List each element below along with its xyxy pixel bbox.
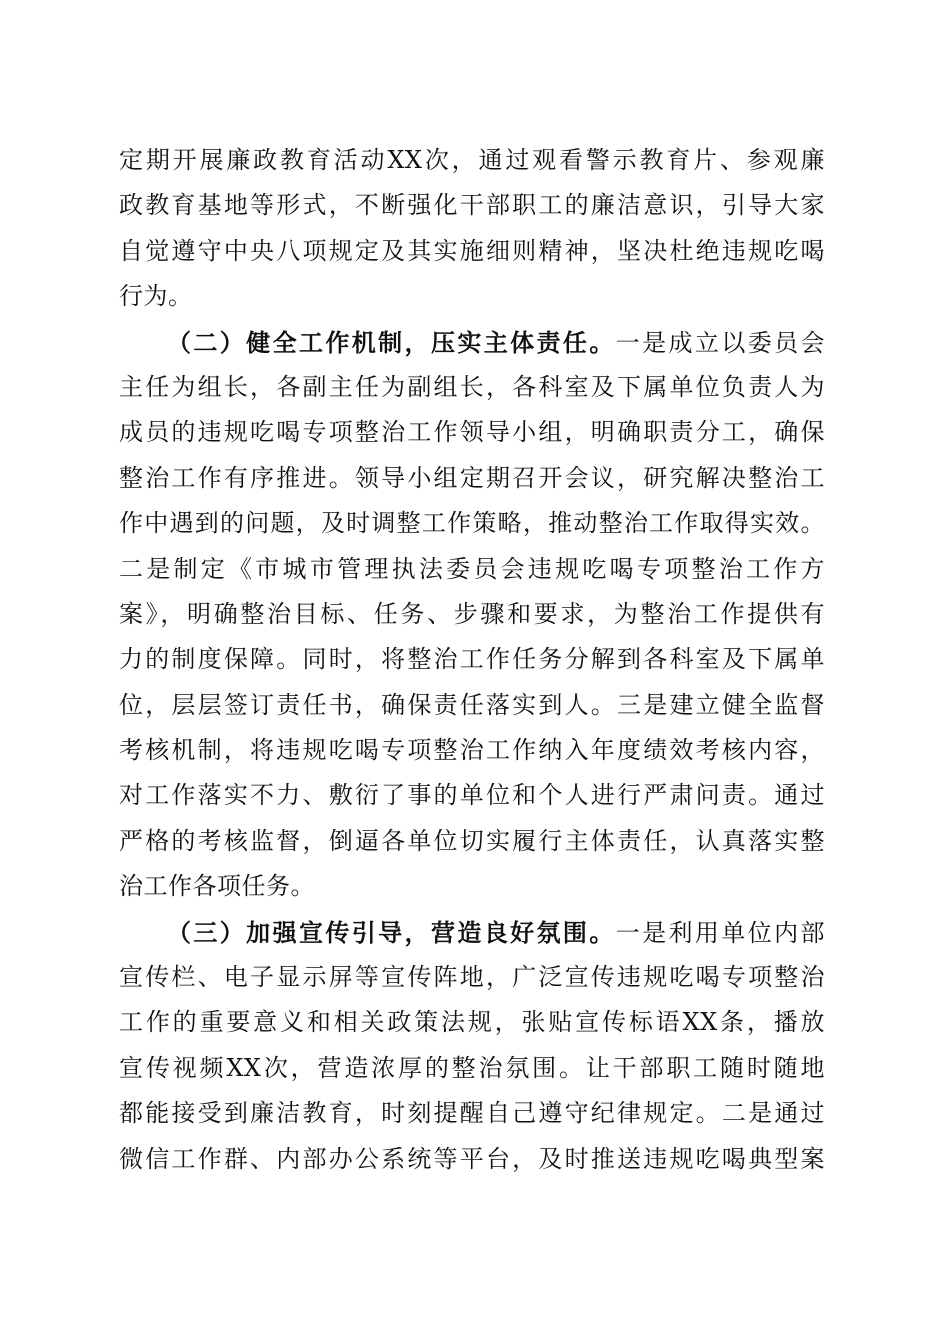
text-line bbox=[119, 910, 825, 955]
paragraph-1 bbox=[119, 138, 825, 320]
text-line: 位，层层签订责任书，确保责任落实到人。三是建立健全监督 bbox=[119, 690, 825, 719]
text-line: 行为。 bbox=[119, 282, 193, 311]
text-line: 案》，明确整治目标、任务、步骤和要求，为整治工作提供有 bbox=[119, 599, 825, 628]
section-heading-2: （二）健全工作机制，压实主体责任。 bbox=[167, 327, 616, 357]
text-line: 自觉遵守中央八项规定及其实施细则精神，坚决杜绝违规吃喝 bbox=[119, 236, 825, 265]
text-line: 整治工作有序推进。领导小组定期召开会议，研究解决整治工 bbox=[119, 463, 825, 492]
text-line: 宣传视频XX次，营造浓厚的整治氛围。让干部职工随时随地 bbox=[119, 1053, 825, 1082]
paragraph-3 bbox=[119, 910, 825, 1182]
text-line: 宣传栏、电子显示屏等宣传阵地，广泛宣传违规吃喝专项整治 bbox=[119, 963, 825, 992]
text-line: 成员的违规吃喝专项整治工作领导小组，明确职责分工，确保 bbox=[119, 418, 825, 447]
text-line: 主任为组长，各副主任为副组长，各科室及下属单位负责人为 bbox=[119, 372, 825, 401]
text-line: 严格的考核监督，倒逼各单位切实履行主体责任，认真落实整 bbox=[119, 826, 825, 855]
section-heading-3: （三）加强宣传引导，营造良好氛围。 bbox=[167, 917, 616, 947]
text-run: 一是利用单位内部 bbox=[615, 918, 826, 947]
text-line: 二是制定《市城市管理执法委员会违规吃喝专项整治工作方 bbox=[119, 554, 825, 583]
text-line: 政教育基地等形式，不断强化干部职工的廉洁意识，引导大家 bbox=[119, 191, 825, 220]
text-line: 考核机制，将违规吃喝专项整治工作纳入年度绩效考核内容， bbox=[119, 736, 825, 765]
text-line: 工作的重要意义和相关政策法规，张贴宣传标语XX条，播放 bbox=[119, 1008, 825, 1037]
text-line: 治工作各项任务。 bbox=[119, 872, 315, 901]
text-line: 力的制度保障。同时，将整治工作任务分解到各科室及下属单 bbox=[119, 645, 825, 674]
document-body bbox=[119, 138, 825, 1182]
text-line: 微信工作群、内部办公系统等平台，及时推送违规吃喝典型案 bbox=[119, 1144, 825, 1173]
text-line: 对工作落实不力、敷衍了事的单位和个人进行严肃问责。通过 bbox=[119, 781, 825, 810]
paragraph-2 bbox=[119, 320, 825, 910]
text-line bbox=[119, 320, 825, 365]
text-line: 作中遇到的问题，及时调整工作策略，推动整治工作取得实效。 bbox=[119, 509, 825, 538]
text-line: 定期开展廉政教育活动XX次，通过观看警示教育片、参观廉 bbox=[119, 146, 825, 174]
text-line: 都能接受到廉洁教育，时刻提醒自己遵守纪律规定。二是通过 bbox=[119, 1099, 825, 1128]
text-run: 一是成立以委员会 bbox=[615, 328, 826, 357]
